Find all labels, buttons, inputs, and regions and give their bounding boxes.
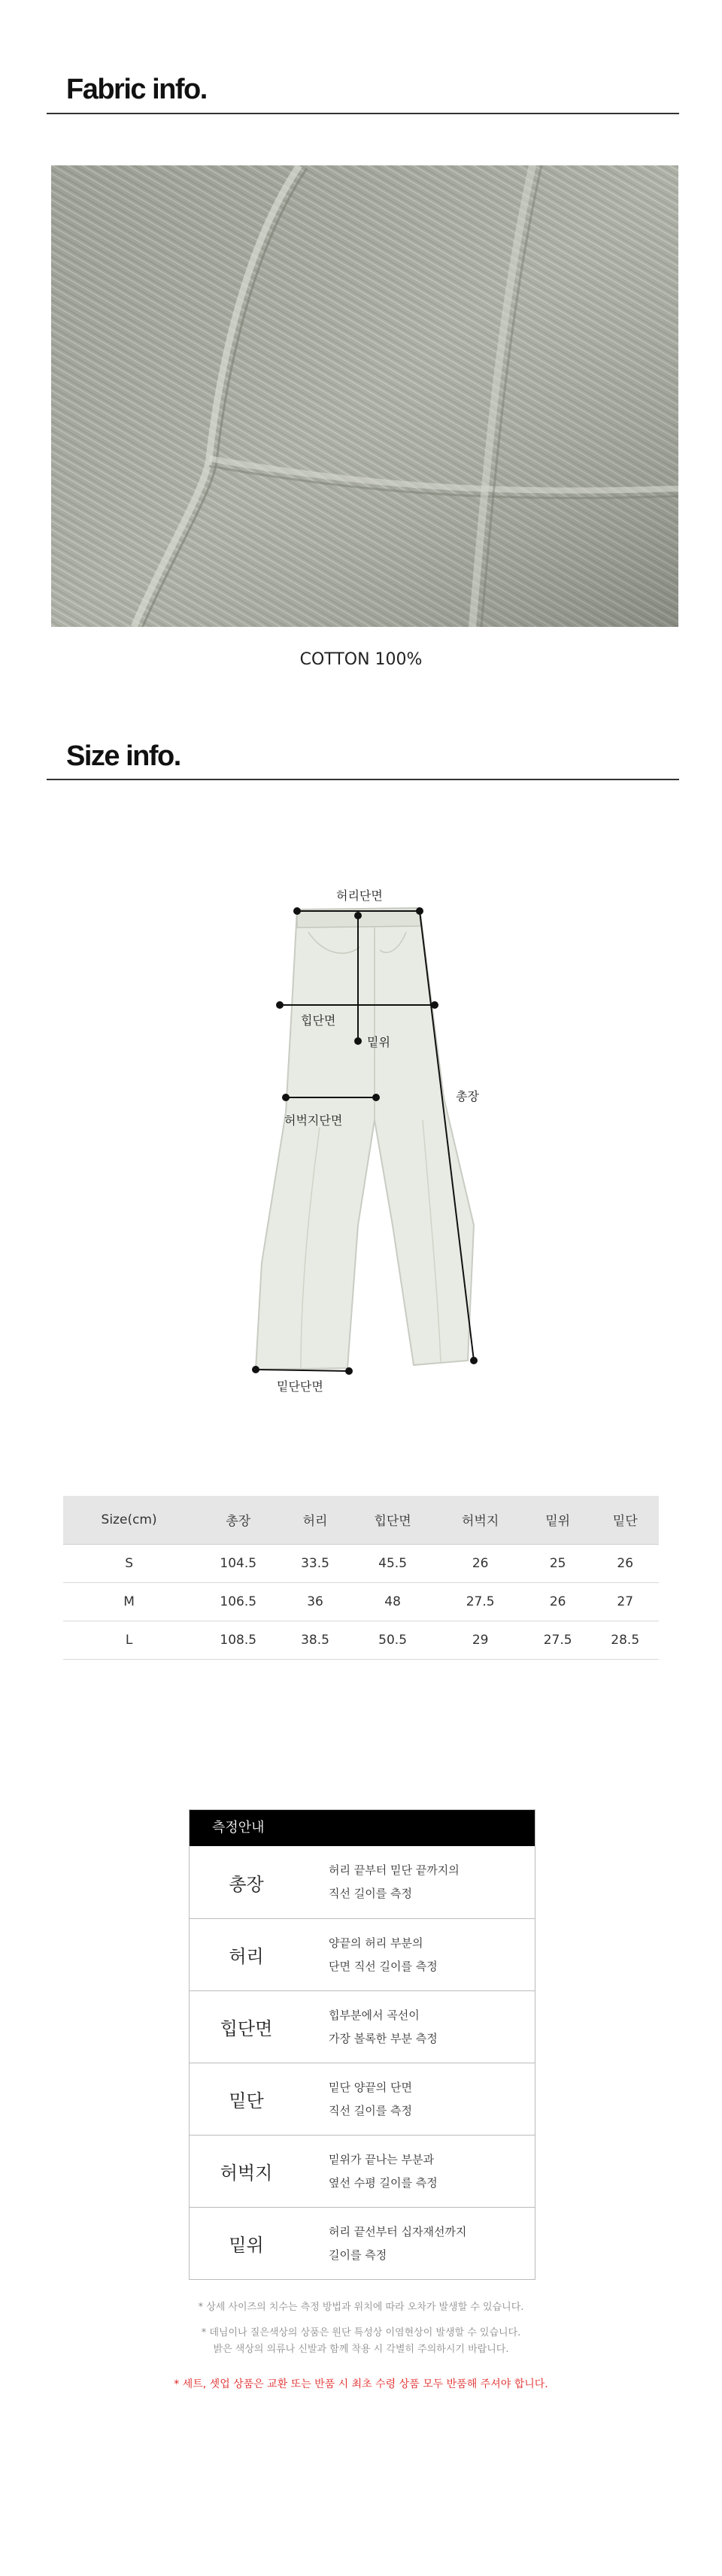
table-cell: 26	[591, 1544, 659, 1582]
dye-transfer-note-2: 밝은 색상의 의류나 신발과 함께 착용 시 각별히 주의하시기 바랍니다.	[213, 2344, 509, 2355]
size-table-header: 총장	[195, 1496, 281, 1544]
hip-label: 힙단면	[301, 1013, 336, 1028]
guide-term: 허벅지	[220, 2163, 273, 2184]
guide-row-waist	[190, 1918, 535, 1990]
guide-description: 밑단 양끝의 단면 직선 길이를 측정	[329, 2080, 412, 2117]
table-row	[63, 1582, 659, 1621]
guide-description: 힙부분에서 곡선이 가장 볼록한 부분 측정	[329, 2008, 438, 2045]
size-table-header: 밑위	[524, 1496, 592, 1544]
table-cell: 26	[524, 1582, 592, 1621]
fabric-seams-graphic	[51, 165, 678, 627]
table-cell: 29	[436, 1621, 524, 1659]
size-tolerance-note: * 상세 사이즈의 치수는 측정 방법과 위치에 따라 오차가 발생할 수 있습니다.	[198, 2302, 524, 2313]
size-table-header: 힙단면	[349, 1496, 437, 1544]
size-table	[63, 1496, 659, 1660]
table-cell: 38.5	[281, 1621, 349, 1659]
table-row	[63, 1544, 659, 1582]
guide-term: 총장	[229, 1873, 264, 1895]
size-section-title: Size info.	[66, 740, 180, 772]
table-cell: 106.5	[195, 1582, 281, 1621]
table-cell: 104.5	[195, 1544, 281, 1582]
fabric-section-divider	[47, 113, 679, 114]
table-cell: L	[63, 1621, 195, 1659]
size-table-header: 허벅지	[436, 1496, 524, 1544]
length-label: 총장	[456, 1089, 479, 1103]
table-cell: 28.5	[591, 1621, 659, 1659]
hem-measure-line	[256, 1370, 349, 1371]
guide-row-hem	[190, 2063, 535, 2135]
table-cell: 50.5	[349, 1621, 437, 1659]
size-table-header: 허리	[281, 1496, 349, 1544]
fabric-section-title: Fabric info.	[66, 74, 207, 105]
hem-label: 밑단단면	[277, 1379, 323, 1394]
table-cell: 25	[524, 1544, 592, 1582]
table-cell: S	[63, 1544, 195, 1582]
table-cell: 45.5	[349, 1544, 437, 1582]
jeans-shape	[256, 908, 474, 1370]
waist-label: 허리단면	[336, 888, 383, 903]
fabric-composition: COTTON 100%	[299, 650, 423, 669]
measurement-guide-title: 측정안내	[190, 1810, 535, 1846]
guide-description: 허리 끝부터 밑단 끝까지의 직선 길이를 측정	[329, 1863, 460, 1900]
guide-description: 밑위가 끝나는 부분과 옆선 수평 길이를 측정	[329, 2152, 438, 2190]
guide-row-hip	[190, 1990, 535, 2063]
table-cell: 27.5	[436, 1582, 524, 1621]
fabric-texture-photo	[51, 165, 678, 627]
guide-term: 허리	[229, 1946, 264, 1967]
measurement-guide	[189, 1809, 535, 2280]
guide-description: 허리 끝선부터 십자재선까지 길이를 측정	[329, 2224, 467, 2262]
table-row	[63, 1621, 659, 1659]
guide-row-rise	[190, 2207, 535, 2279]
table-cell: 26	[436, 1544, 524, 1582]
dye-transfer-note: * 데님이나 질은색상의 상품은 원단 특성상 이염현상이 발생할 수 있습니다.	[201, 2327, 521, 2338]
table-cell: 108.5	[195, 1621, 281, 1659]
table-cell: 27.5	[524, 1621, 592, 1659]
table-cell: 36	[281, 1582, 349, 1621]
table-cell: 48	[349, 1582, 437, 1621]
pants-illustration	[226, 872, 511, 1398]
guide-row-thigh	[190, 2135, 535, 2207]
guide-term: 힙단면	[220, 2018, 273, 2039]
size-table-header-row	[63, 1496, 659, 1544]
pants-measurement-diagram	[226, 872, 511, 1398]
size-section-divider	[47, 779, 679, 780]
return-policy-warning: * 세트, 셋업 상품은 교환 또는 반품 시 최초 수령 상품 모두 반품해 주셔야 합니다.	[174, 2378, 548, 2390]
size-table-header: 밑단	[591, 1496, 659, 1544]
table-cell: 27	[591, 1582, 659, 1621]
table-cell: 33.5	[281, 1544, 349, 1582]
thigh-label: 허벅지단면	[284, 1113, 343, 1128]
size-table-header: Size(cm)	[63, 1496, 195, 1544]
table-cell: M	[63, 1582, 195, 1621]
guide-description: 양끝의 허리 부분의 단면 직선 길이를 측정	[329, 1936, 438, 1973]
guide-term: 밑단	[229, 2090, 264, 2111]
guide-row-total-length	[190, 1846, 535, 1918]
rise-label: 밑위	[367, 1035, 390, 1049]
guide-term: 밑위	[229, 2235, 264, 2256]
